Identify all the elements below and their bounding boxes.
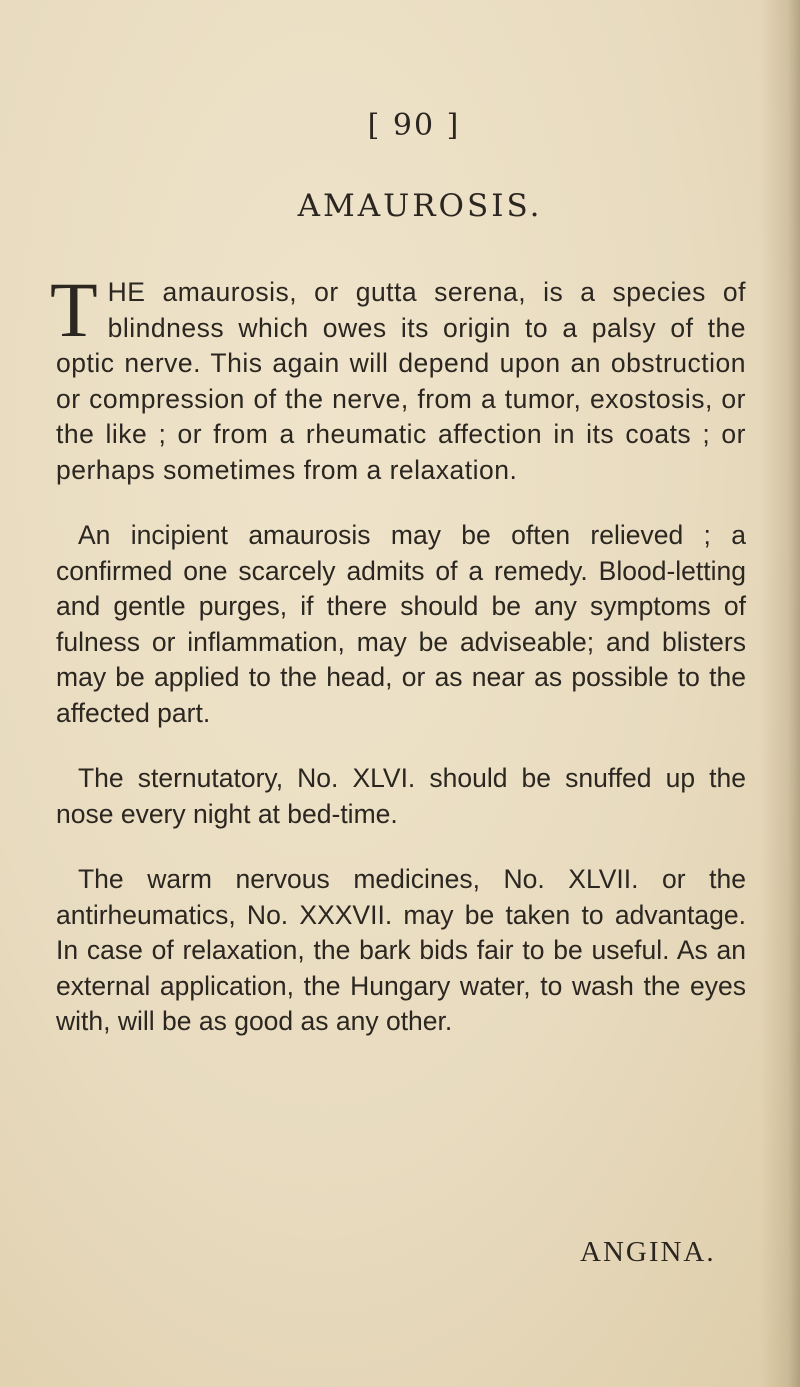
drop-cap: T: [50, 266, 98, 353]
page-number: [ 90 ]: [367, 108, 461, 143]
body-text: [50, 266, 746, 1040]
paragraph-2: An incipient amaurosis may be often relieved ; a confirmed one scarcely admits of a remedy. Blood-letting and gentle purges, if there should be any symptoms of fulness or inflammation, may be adviseable; and blisters may be applied to the head, or as near as possible to the affected part.: [56, 520, 746, 728]
catchword: ANGINA.: [580, 1236, 716, 1268]
paragraph-4: The warm nervous medicines, No. XLVII. or the antirheumatics, No. XXXVII. may be taken to advantage. In case of relaxation, the bark bids fair to be useful. As an external application, the Hungary water, to wash the eyes with, will be as good as any other.: [56, 864, 746, 1036]
paragraph-1: [50, 266, 746, 488]
paragraph-1-text: HE amaurosis, or gutta serena, is a species of blindness which owes its origin to a palsy of the optic nerve. This again will depend upon an obstruction or compression of the nerve, from a tumor, exostosis, or the like ; or from a rheumatic affection in its coats ; or perhaps sometimes from a relaxation.: [56, 277, 746, 485]
paragraph-3: The sternutatory, No. XLVI. should be snuffed up the nose every night at bed-time.: [56, 763, 746, 829]
chapter-title: AMAUROSIS.: [297, 188, 543, 224]
